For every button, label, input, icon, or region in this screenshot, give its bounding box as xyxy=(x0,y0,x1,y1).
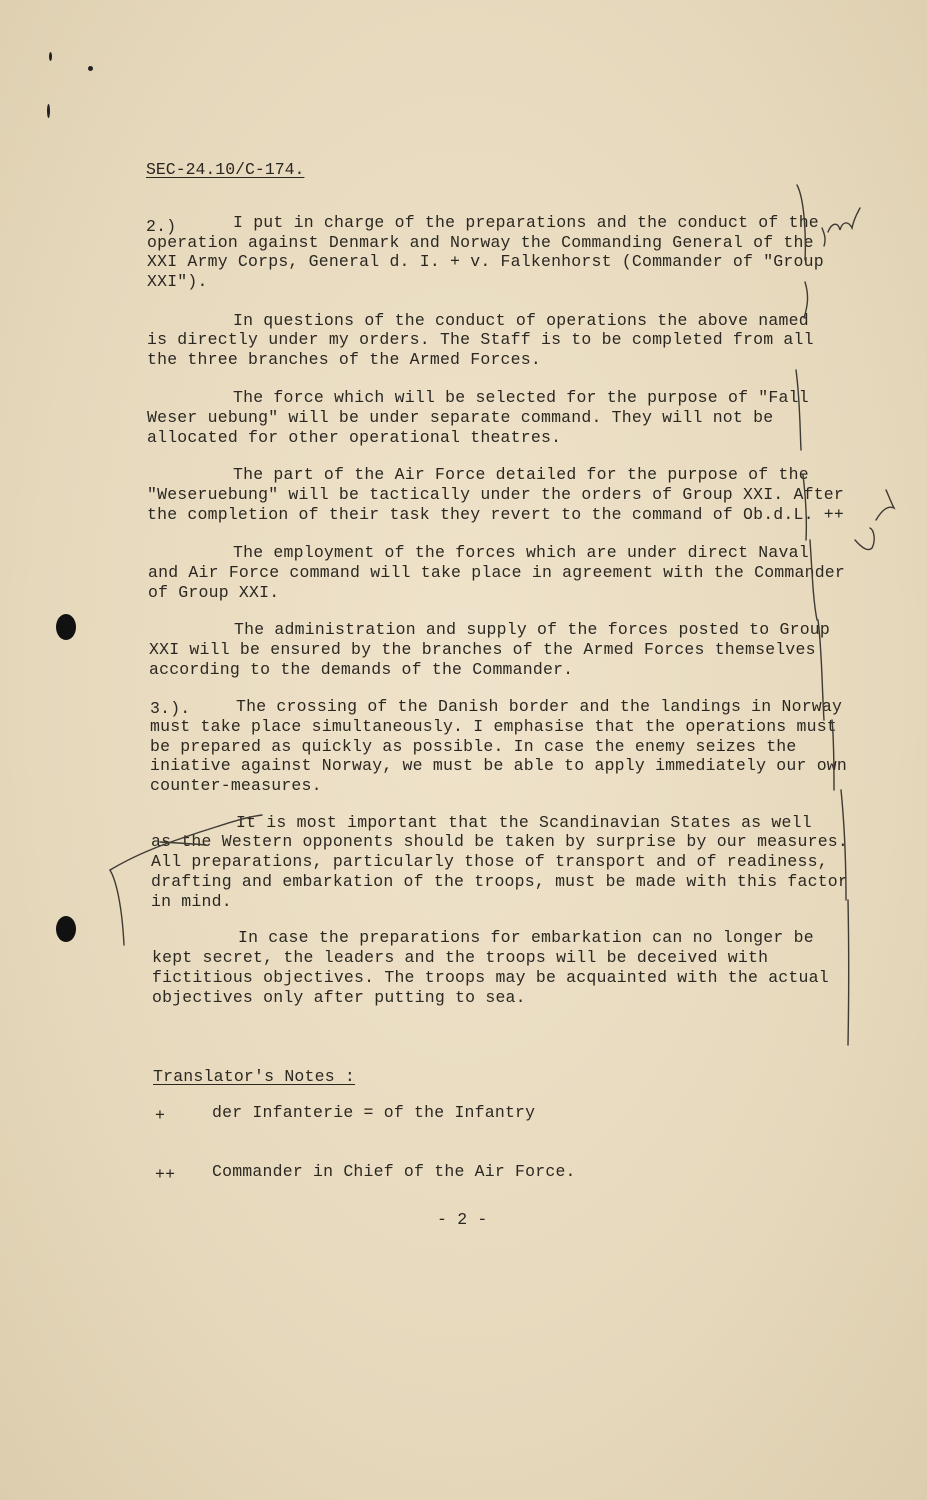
paragraph-line: The crossing of the Danish border and the landings in Norway xyxy=(236,697,843,716)
paragraph-line: in mind. xyxy=(151,892,232,911)
paragraph-line: I put in charge of the preparations and the conduct of the xyxy=(233,213,819,232)
paragraph-line: It is most important that the Scandinavian States as well xyxy=(236,813,812,832)
paragraph-line: XXI"). xyxy=(147,272,208,291)
section-number: 2.) xyxy=(146,217,177,236)
paragraph-line: The part of the Air Force detailed for the purpose of the xyxy=(233,465,809,484)
punch-hole-top xyxy=(56,614,76,640)
document-reference: SEC-24.10/C-174. xyxy=(146,160,305,179)
paragraph-line: objectives only after putting to sea. xyxy=(152,988,526,1007)
paragraph-line: kept secret, the leaders and the troops will be deceived with xyxy=(152,948,769,967)
paragraph-line: the completion of their task they revert to the command of Ob.d.L. ++ xyxy=(147,505,845,524)
paragraph-line: fictitious objectives. The troops may be acquainted with the actual xyxy=(152,968,829,987)
paragraph-line: The employment of the forces which are under direct Naval xyxy=(233,543,809,562)
paragraph-line: "Weseruebung" will be tactically under the orders of Group XXI. After xyxy=(147,485,845,504)
paragraph-line: All preparations, particularly those of transport and of readiness, xyxy=(151,852,828,871)
paragraph-line: the three branches of the Armed Forces. xyxy=(147,350,541,369)
paragraph-line: The administration and supply of the forces posted to Group xyxy=(234,620,830,639)
paragraph-line: must take place simultaneously. I emphasise that the operations must xyxy=(150,717,837,736)
paragraph-line: XXI Army Corps, General d. I. + v. Falkenhorst (Commander of "Group xyxy=(147,252,824,271)
punch-hole-bottom xyxy=(56,916,76,942)
paragraph-line: The force which will be selected for the purpose of "Fall xyxy=(233,388,809,407)
paragraph-line: In questions of the conduct of operations the above named xyxy=(233,311,809,330)
paragraph-line: is directly under my orders. The Staff is to be completed from all xyxy=(147,330,814,349)
note-mark: ++ xyxy=(155,1165,176,1184)
paragraph-line: operation against Denmark and Norway the Commanding General of the xyxy=(147,233,814,252)
paragraph-line: In case the preparations for embarkation can no longer be xyxy=(238,928,814,947)
paragraph-line: as the Western opponents should be taken by surprise by our measures. xyxy=(151,832,849,851)
paragraph-line: Weser uebung" will be under separate command. They will not be xyxy=(147,408,774,427)
paragraph-line: iniative against Norway, we must be able to apply immediately our own xyxy=(150,756,848,775)
paragraph-line: XXI will be ensured by the branches of the Armed Forces themselves xyxy=(149,640,816,659)
section-number: 3.). xyxy=(150,699,191,718)
paper-speck xyxy=(88,66,93,71)
paragraph-line: according to the demands of the Commander. xyxy=(149,660,574,679)
note-text: der Infanterie = of the Infantry xyxy=(212,1103,536,1122)
notes-title: Translator's Notes : xyxy=(153,1067,356,1086)
paragraph-line: allocated for other operational theatres. xyxy=(147,428,562,447)
paragraph-line: and Air Force command will take place in agreement with the Commander xyxy=(148,563,846,582)
paragraph-line: counter-measures. xyxy=(150,776,322,795)
paragraph-line: of Group XXI. xyxy=(148,583,280,602)
paper-speck xyxy=(49,52,52,61)
note-text: Commander in Chief of the Air Force. xyxy=(212,1162,576,1181)
paragraph-line: drafting and embarkation of the troops, must be made with this factor xyxy=(151,872,849,891)
paragraph-line: be prepared as quickly as possible. In case the enemy seizes the xyxy=(150,737,797,756)
paper-speck xyxy=(47,104,50,118)
page-number: - 2 - xyxy=(437,1210,488,1229)
note-mark: + xyxy=(155,1106,166,1125)
